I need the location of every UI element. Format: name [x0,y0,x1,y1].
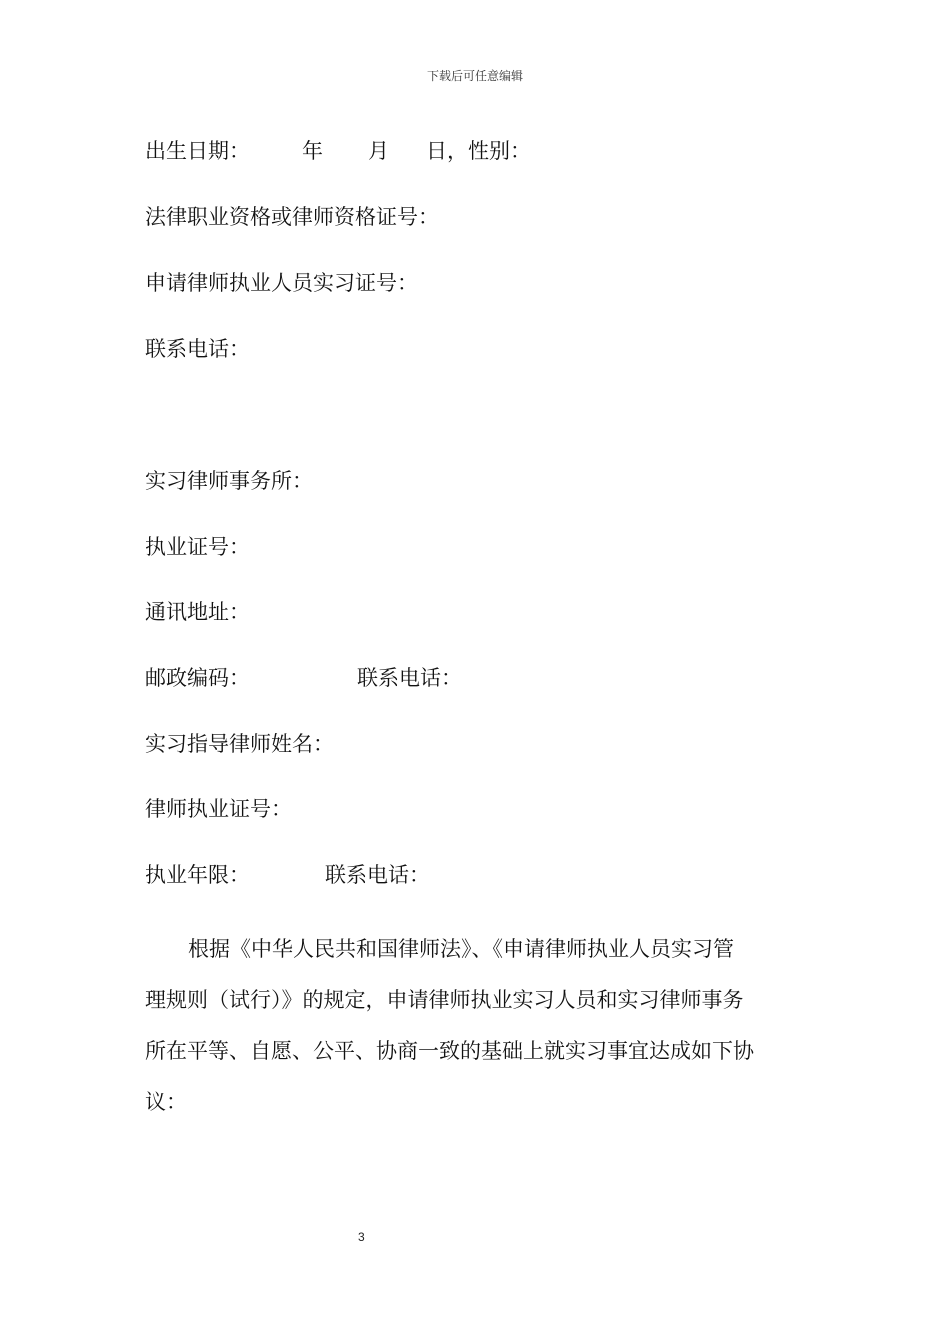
paragraph-line: 理规则（试行）》的规定，申请律师执业实习人员和实习律师事务 [145,988,744,1012]
paragraph-line: 所在平等、自愿、公平、协商一致的基础上就实习事宜达成如下协 [145,1039,754,1063]
mentor-phone-label: 联系电话： [325,863,430,887]
license-line [145,532,250,562]
years-line [145,860,430,890]
qualification-label: 法律职业资格或律师资格证号： [145,205,439,229]
page-header: 下载后可任意编辑 [426,69,523,83]
qualification-line [145,202,439,232]
firm-label: 实习律师事务所： [145,469,313,493]
address-label: 通讯地址： [145,600,250,624]
agreement-paragraph [145,924,810,1128]
month-label: 月 [368,139,389,163]
mentor-line [145,729,334,759]
paragraph-line: 根据《中华人民共和国律师法》、《申请律师执业人员实习管 [188,937,734,961]
page-number: 3 [358,1230,365,1244]
address-line [145,597,250,627]
firm-line [145,466,313,496]
postal-label: 邮政编码： [145,666,250,690]
applicant-phone-label: 联系电话： [145,337,250,361]
years-label: 执业年限： [145,863,250,887]
firm-phone-label: 联系电话： [357,666,462,690]
intern-cert-line [145,268,418,298]
mentor-license-line [145,794,292,824]
applicant-phone-line [145,334,250,364]
birth-date-line [145,136,531,166]
intern-cert-label: 申请律师执业人员实习证号： [145,271,418,295]
license-label: 执业证号： [145,535,250,559]
postal-line [145,663,462,693]
birth-date-label: 出生日期： [145,139,250,163]
paragraph-line: 议： [145,1090,187,1114]
mentor-license-label: 律师执业证号： [145,797,292,821]
year-label: 年 [302,139,323,163]
day-gender-label: 日，性别： [426,139,531,163]
mentor-label: 实习指导律师姓名： [145,732,334,756]
